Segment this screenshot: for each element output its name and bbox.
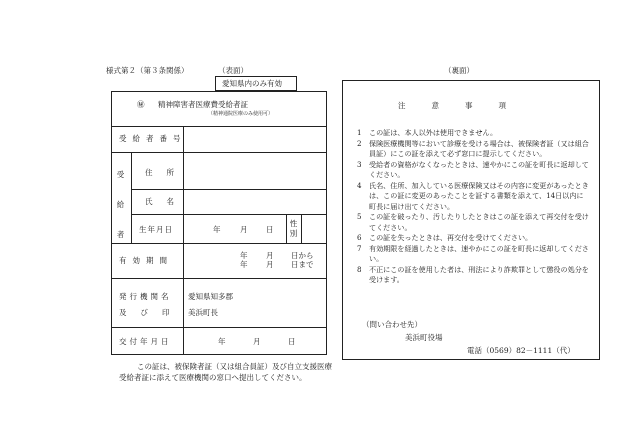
back-label: （裏面） — [444, 66, 474, 75]
front-footer-line1: この証は、被保険者証（又は組合員証）及び自立支援医療 — [137, 362, 332, 371]
notes-heading: 注意事項 — [398, 101, 532, 110]
birthdate-label: 生年月日 — [139, 225, 173, 234]
region-badge-text: 愛知県内のみ有効 — [222, 79, 282, 88]
validity-to-year-unit: 年 — [240, 260, 248, 269]
issuer-title: 美浜町長 — [188, 308, 218, 317]
validity-label: 有効期間 — [119, 256, 173, 265]
seal-label: 及び印 — [119, 308, 184, 317]
note-item: 1 この証は、本人以外は使用できません。 — [357, 128, 498, 137]
name-label: 氏名 — [145, 197, 188, 206]
contact-org: 美浜町役場 — [405, 333, 443, 342]
validity-from-text: 日から — [291, 251, 314, 260]
recipient-number-label: 受給者番号 — [119, 134, 187, 143]
issue-date-label: 交付年月日 — [119, 337, 172, 346]
form-label: 様式第２（第３条関係） — [106, 66, 189, 75]
certificate-subtitle: （精神通院医療のみ使用可） — [208, 111, 274, 117]
validity-from-month-unit: 月 — [266, 251, 274, 260]
note-item: 8 不正にこの証を使用した者は、刑法により詐欺罪として懲役の処分を受けます。 — [357, 264, 589, 284]
validity-to-text: 日まで — [291, 260, 314, 269]
issuer-label: 発行機関名 — [119, 292, 172, 301]
confidential-mark: ㊙ — [137, 100, 145, 109]
contact-phone: 電話（0569）82－1111（代） — [467, 346, 575, 355]
front-footer-line2: 受給者証に添えて医療機関の窓口へ提出してください。 — [119, 373, 307, 382]
address-label: 住所 — [145, 168, 188, 177]
issue-month-unit: 月 — [253, 337, 261, 346]
birth-month-unit: 月 — [240, 225, 248, 234]
recipient-label: 受給者 — [116, 170, 125, 239]
note-item: 5 この証を破ったり、汚したりしたときはこの証を添えて再交付を受けてください。 — [357, 212, 589, 232]
note-item: 2 保険医療機関等において診療を受ける場合は、被保険者証（又は組合員証）にこの証を添えて必ず窓口に提示してください。 — [357, 138, 589, 158]
notes-list — [357, 128, 589, 286]
validity-from-year-unit: 年 — [240, 251, 248, 260]
note-item: 7 有効期限を経過したときは、速やかにこの証を町長に返却してください。 — [357, 243, 589, 263]
birth-year-unit: 年 — [213, 225, 221, 234]
note-item: 6 この証を失ったときは、再交付を受けてください。 — [357, 233, 533, 242]
note-item: 3 受給者の資格がなくなったときは、速やかにこの証を町長に返却してください。 — [357, 159, 589, 179]
note-item: 4 氏名、住所、加入している医療保険又はその内容に変更があったときは、この証に変更のあったことを証する書類を添えて、14日以内に町長に届け出てください。 — [357, 180, 589, 211]
sex-label: 性別 — [289, 219, 298, 238]
issue-day-unit: 日 — [288, 337, 296, 346]
front-label: （表面） — [218, 66, 248, 75]
issue-year-unit: 年 — [218, 337, 226, 346]
contact-label: （問い合わせ先） — [362, 320, 422, 329]
birth-day-unit: 日 — [266, 225, 274, 234]
certificate-title: 精神障害者医療費受給者証 — [158, 100, 248, 109]
validity-to-month-unit: 月 — [266, 260, 274, 269]
issuer-name: 愛知県知多郡 — [188, 292, 233, 301]
